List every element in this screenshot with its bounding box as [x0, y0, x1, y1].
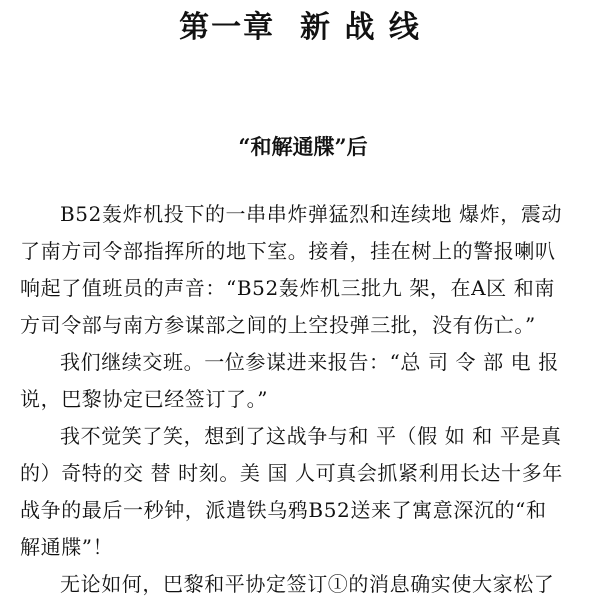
text-line: 的）奇特的交 替 时刻。美 国 人可真会抓紧利用长达十多年 — [20, 461, 563, 485]
text-line: 方司令部与南方参谋部之间的上空投弹三批，没有伤亡。” — [20, 313, 536, 337]
text-line: 了南方司令部指挥所的地下室。接着，挂在树上的警报喇叭 — [20, 239, 556, 263]
body-text — [20, 196, 592, 603]
text-line: 我不觉笑了笑，想到了这战争与和 平（假 如 和 平是真 — [60, 424, 562, 448]
text-line: 战争的最后一秒钟，派遣铁乌鸦B52送来了寓意深沉的“和 — [20, 498, 547, 522]
text-line: 无论如何，巴黎和平协定签订①的消息确实使大家松了 — [60, 572, 555, 596]
text-line: 我们继续交班。一位参谋进来报告：“总 司 令 部 电 报 — [60, 350, 559, 374]
section-title: “和解通牒”后 — [238, 134, 368, 159]
text-line: 解通牒”！ — [20, 535, 114, 559]
text-line: B52轰炸机投下的一串串炸弹猛烈和连续地 爆炸，震动 — [60, 202, 563, 226]
text-line: 响起了值班员的声音：“B52轰炸机三批九 架，在A区 和南 — [20, 276, 555, 300]
chapter-title: 第一章 新 战 线 — [179, 10, 421, 45]
text-line: 说，巴黎协定已经签订了。” — [20, 387, 269, 411]
